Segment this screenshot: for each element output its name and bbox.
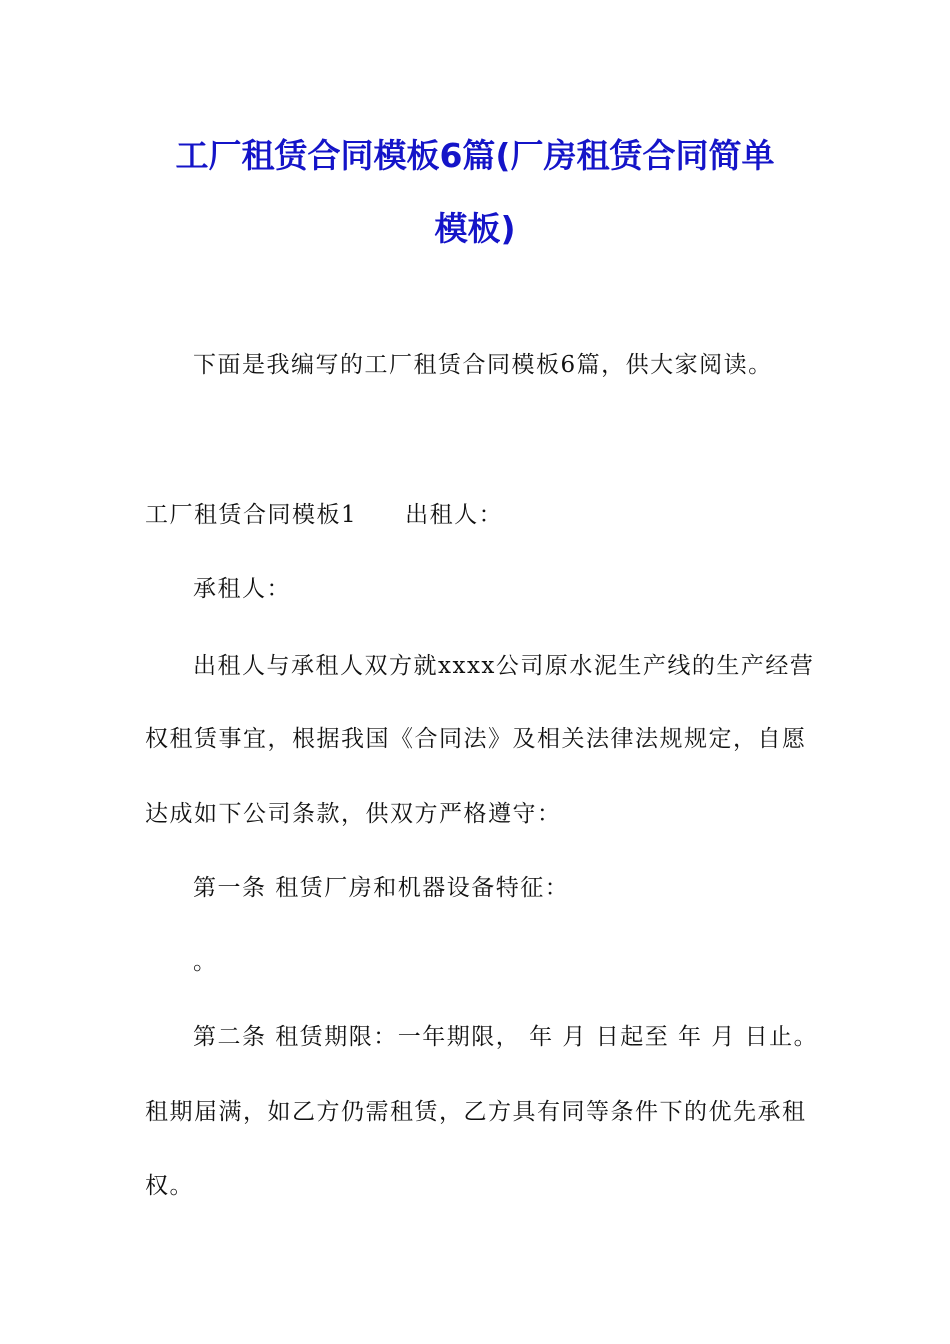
- paragraph-1-line-2: 权租赁事宜，根据我国《合同法》及相关法律法规规定，自愿: [145, 726, 807, 752]
- intro-paragraph: 下面是我编写的工厂租赁合同模板6篇，供大家阅读。: [193, 352, 773, 378]
- article-1-heading: 第一条 租赁厂房和机器设备特征：: [193, 875, 570, 901]
- article-2-line-3: 权。: [145, 1173, 194, 1199]
- paragraph-1-line-1: 出租人与承租人双方就xxxx公司原水泥生产线的生产经营: [193, 653, 815, 679]
- section-1-heading: 工厂租赁合同模板1: [145, 502, 358, 528]
- document-title-line-1: 工厂租赁合同模板6篇(厂房租赁合同简单: [175, 136, 775, 175]
- paragraph-1-line-3: 达成如下公司条款，供双方严格遵守：: [145, 801, 562, 827]
- section-1-heading-line: [145, 496, 503, 529]
- article-1-content: 。: [193, 949, 218, 975]
- article-2-line-2: 租期届满，如乙方仍需租赁，乙方具有同等条件下的优先承租: [145, 1099, 807, 1125]
- lessee-label: 承租人：: [193, 576, 291, 602]
- article-2-line-1: 第二条 租赁期限：一年期限， 年 月 日起至 年 月 日止。: [193, 1024, 819, 1050]
- lessor-label: 出租人：: [405, 502, 504, 528]
- document-title-line-2: 模板): [434, 209, 516, 248]
